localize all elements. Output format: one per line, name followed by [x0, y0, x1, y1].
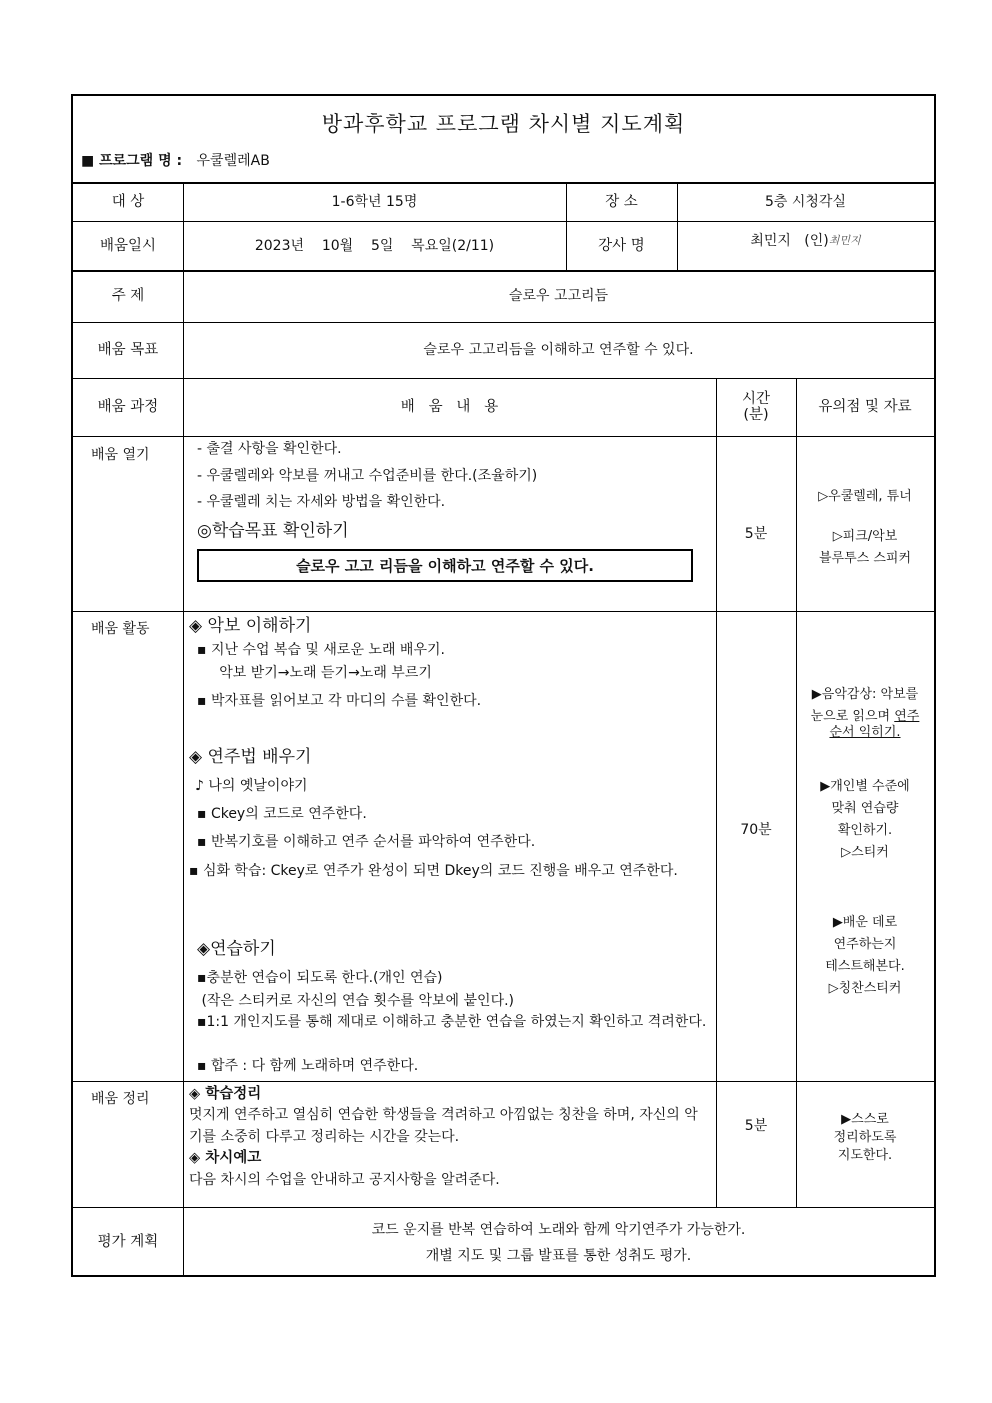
rule — [73, 1207, 934, 1208]
column-header-content: 배 움 내 용 — [400, 399, 499, 415]
teacher-label: 강사 명 — [598, 237, 645, 254]
song-title: ♪ 나의 옛날이야기 — [195, 778, 308, 794]
date-value: 2023년 10월 5일 목요일(2/11) — [254, 237, 495, 254]
activity-line: ▪충분한 연습이 되도록 한다.(개인 연습) — [197, 970, 443, 986]
activity-line: ▪ 심화 학습: Ckey로 연주가 완성이 되면 Dkey의 코드 진행을 배우고 연주한다. — [189, 863, 678, 879]
goal-check-heading: ◎학습목표 확인하기 — [197, 521, 349, 541]
topic-label: 주 제 — [111, 288, 145, 304]
rule — [716, 378, 717, 1207]
closing-heading-summary: ◈ 학습정리 — [189, 1086, 262, 1102]
activity-line: ▪ Ckey의 코드로 연주한다. — [197, 806, 367, 822]
closing-time: 5분 — [744, 1118, 768, 1134]
activity-note-level: ▶개인별 수준에 맞춰 연습량 확인하기. ▷스티커 — [820, 779, 910, 860]
activity-line: 악보 받기→노래 듣기→노래 부르기 — [197, 665, 432, 681]
column-header-time: 시간 (분) — [741, 391, 770, 423]
teacher-signature: 최민지 — [828, 234, 861, 247]
topic-value: 슬로우 고고리듬 — [508, 288, 609, 304]
evaluation-label: 평가 계획 — [97, 1234, 159, 1250]
lesson-plan-document — [71, 94, 936, 1277]
date-label: 배움일시 — [99, 237, 157, 254]
opening-time: 5분 — [744, 526, 768, 542]
opening-line: - 우쿨렐레 치는 자세와 방법을 확인한다. — [197, 494, 446, 510]
closing-preview-text: 다음 차시의 수업을 안내하고 공지사항을 알려준다. — [189, 1172, 500, 1188]
activity-heading-technique: ◈ 연주법 배우기 — [189, 747, 312, 767]
rule — [73, 611, 934, 612]
closing-note: ▶스스로 정리하도록 지도한다. — [833, 1112, 897, 1163]
activity-line: ▪ 합주 : 다 함께 노래하며 연주한다. — [197, 1058, 419, 1074]
program-name-row — [81, 150, 270, 170]
activity-line: ▪ 박자표를 읽어보고 각 마디의 수를 확인한다. — [197, 693, 482, 709]
activity-note-underlined-line: 순서 익히기. — [829, 725, 901, 740]
opening-note: ▷우쿨렐레, 튜너 — [818, 489, 912, 504]
target-label: 대 상 — [111, 193, 145, 210]
teacher-value-row — [677, 221, 934, 261]
target-value: 1-6학년 15명 — [331, 193, 418, 210]
column-header-notes: 유의점 및 자료 — [818, 399, 912, 415]
column-header-process: 배움 과정 — [97, 399, 159, 415]
document-title: 방과후학교 프로그램 차시별 지도계획 — [321, 112, 686, 136]
activity-note-test: ▶배운 데로 연주하는지 테스트해본다. ▷칭찬스티커 — [825, 915, 905, 996]
evaluation-line: 개별 지도 및 그룹 발표를 통한 성취도 평가. — [425, 1248, 692, 1264]
evaluation-line: 코드 운지를 반복 연습하여 노래와 함께 악기연주가 가능한가. — [371, 1222, 746, 1238]
note-text: ▶음악감상: 악보를 눈으로 읽으며 — [810, 687, 919, 724]
activity-heading-practice: ◈연습하기 — [197, 939, 276, 959]
closing-heading-preview: ◈ 차시예고 — [189, 1150, 262, 1166]
place-label: 장 소 — [605, 193, 638, 210]
note-underlined: 연주 — [894, 709, 920, 724]
closing-label: 배움 정리 — [91, 1091, 150, 1107]
rule — [73, 1081, 934, 1082]
goal-value: 슬로우 고고리듬을 이해하고 연주할 수 있다. — [423, 342, 694, 358]
activity-line: ▪1:1 개인지도를 통해 제대로 이해하고 충분한 연습을 하였는지 확인하고 격려한다. — [197, 1014, 707, 1030]
program-label: ■ 프로그램 명 : — [81, 153, 183, 169]
opening-note: ▷피크/악보 블루투스 스피커 — [818, 529, 912, 566]
activity-line: ▪ 지난 수업 복습 및 새로운 노래 배우기. — [197, 642, 445, 658]
opening-label: 배움 열기 — [91, 447, 150, 463]
activity-line: (작은 스티커로 자신의 연습 횟수를 악보에 붙인다.) — [197, 993, 515, 1009]
opening-line: - 우쿨렐레와 악보를 꺼내고 수업준비를 한다.(조율하기) — [197, 468, 538, 484]
activity-time: 70분 — [740, 822, 772, 838]
activity-line: ▪ 반복기호를 이해하고 연주 순서를 파악하여 연주한다. — [197, 834, 536, 850]
goal-label: 배움 목표 — [97, 342, 159, 358]
activity-heading-score: ◈ 악보 이해하기 — [189, 616, 312, 636]
rule — [73, 436, 934, 437]
closing-summary-text: 멋지게 연주하고 열심히 연습한 학생들을 격려하고 아낌없는 칭찬을 하며, 자신의 악기를 소중히 다루고 정리하는 시간을 갖는다. — [189, 1107, 698, 1145]
opening-line: - 출결 사항을 확인한다. — [197, 441, 342, 457]
teacher-value: 최민지 (인) — [750, 233, 829, 249]
activity-label: 배움 활동 — [91, 621, 150, 637]
learning-goal-box: 슬로우 고고 리듬을 이해하고 연주할 수 있다. — [197, 549, 693, 582]
program-name: 우쿨렐레AB — [196, 153, 270, 169]
place-value: 5층 시청각실 — [765, 193, 846, 210]
